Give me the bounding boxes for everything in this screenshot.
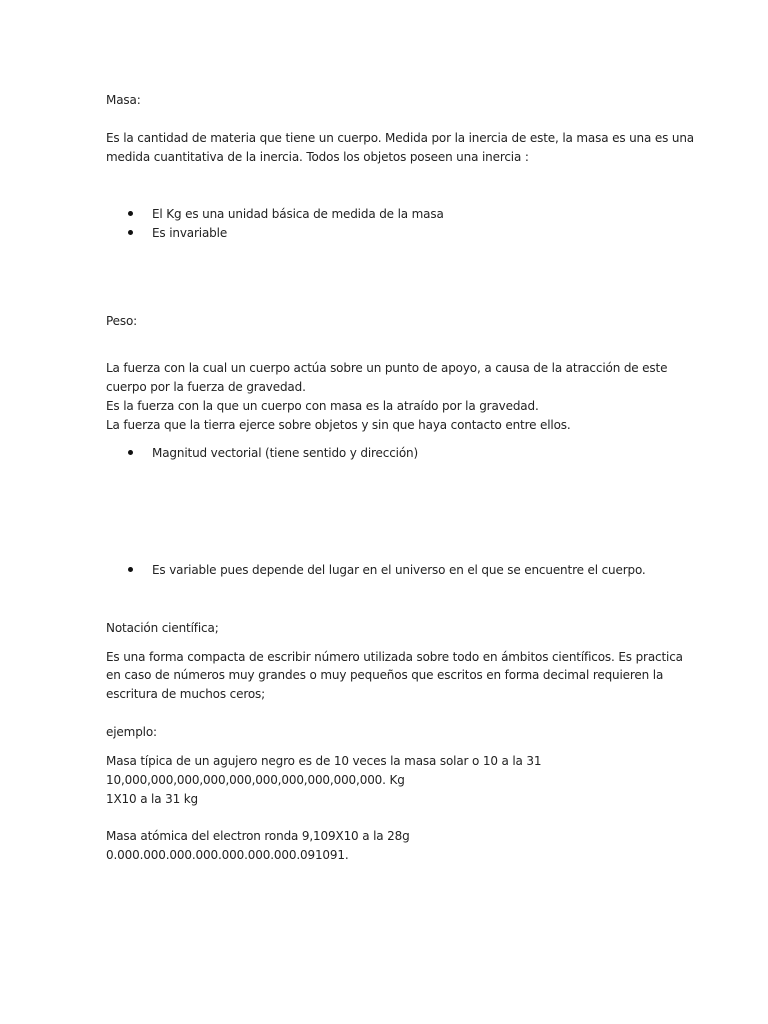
peso-bullet-item xyxy=(0,444,768,462)
example2-line-2: 0.000.000.000.000.000.000.000.091091. xyxy=(106,848,349,862)
notacion-heading: Notación científica; xyxy=(106,621,219,635)
masa-heading: Masa: xyxy=(106,93,141,107)
notacion-paragraph-line-3: escritura de muchos ceros; xyxy=(106,687,266,701)
masa-bullet-item xyxy=(0,224,768,242)
masa-paragraph-line-1: Es la cantidad de materia que tiene un cuerpo. Medida por la inercia de este, la masa es una es una xyxy=(106,131,694,145)
peso-paragraph-line-4: La fuerza que la tierra ejerce sobre objetos y sin que haya contacto entre ellos. xyxy=(106,418,571,432)
masa-bullet-item xyxy=(0,205,768,223)
bullet-icon xyxy=(128,230,133,235)
peso-bullet-item xyxy=(0,561,768,579)
example2-line-1: Masa atómica del electron ronda 9,109X10 a la 28g xyxy=(106,829,410,843)
bullet-icon xyxy=(128,450,133,455)
bullet-icon xyxy=(128,211,133,216)
masa-bullet-text: Es invariable xyxy=(152,226,228,240)
peso-heading: Peso: xyxy=(106,314,138,328)
peso-bullet-text: Es variable pues depende del lugar en el universo en el que se encuentre el cuerpo. xyxy=(152,563,646,577)
bullet-icon xyxy=(128,567,133,572)
notacion-paragraph-line-1: Es una forma compacta de escribir número utilizada sobre todo en ámbitos científicos. Es practica xyxy=(106,650,683,664)
example1-line-2: 10,000,000,000,000,000,000,000,000,000,000. Kg xyxy=(106,773,405,787)
peso-paragraph-line-3: Es la fuerza con la que un cuerpo con masa es la atraído por la gravedad. xyxy=(106,399,539,413)
example-label: ejemplo: xyxy=(106,725,157,739)
peso-bullet-text: Magnitud vectorial (tiene sentido y dirección) xyxy=(152,446,419,460)
example1-line-1: Masa típica de un agujero negro es de 10 veces la masa solar o 10 a la 31 xyxy=(106,754,542,768)
masa-paragraph-line-2: medida cuantitativa de la inercia. Todos los objetos poseen una inercia : xyxy=(106,150,529,164)
masa-bullet-text: El Kg es una unidad básica de medida de la masa xyxy=(152,207,444,221)
peso-paragraph-line-1: La fuerza con la cual un cuerpo actúa sobre un punto de apoyo, a causa de la atracción de este xyxy=(106,361,668,375)
notacion-paragraph-line-2: en caso de números muy grandes o muy pequeños que escritos en forma decimal requieren la xyxy=(106,668,664,682)
peso-paragraph-line-2: cuerpo por la fuerza de gravedad. xyxy=(106,380,306,394)
example1-line-3: 1X10 a la 31 kg xyxy=(106,792,199,806)
